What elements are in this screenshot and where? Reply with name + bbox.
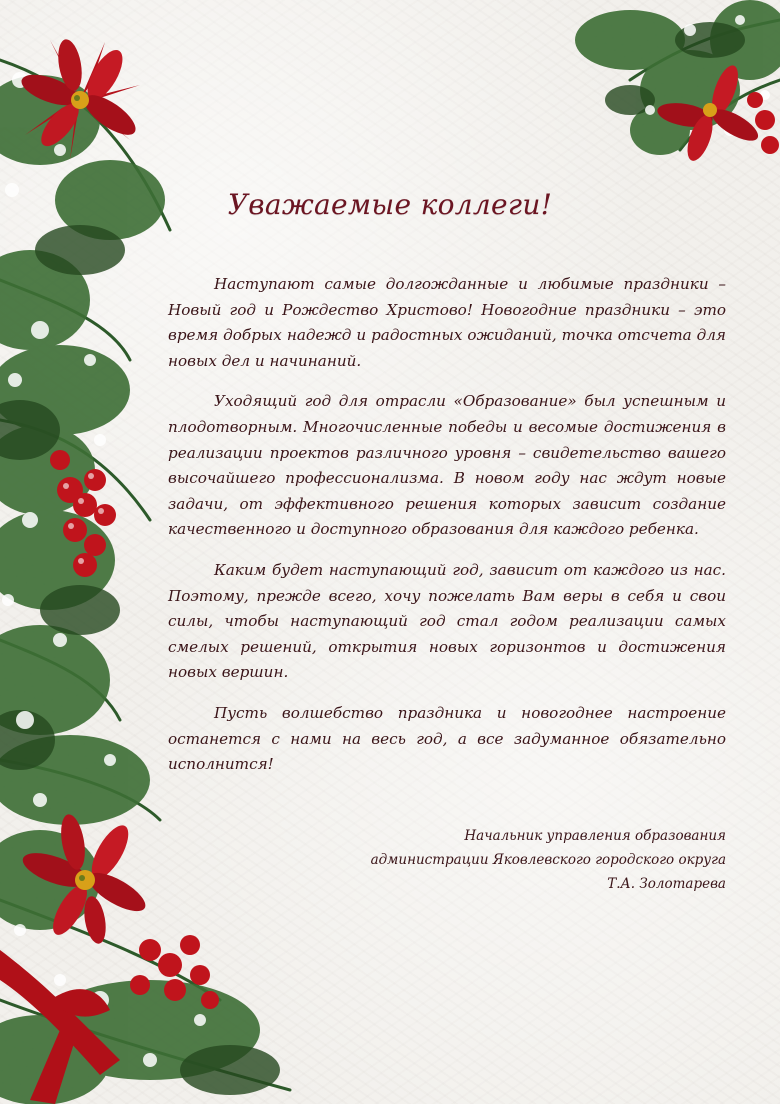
letter-title: Уважаемые коллеги! [227, 188, 553, 221]
paragraph-2: Уходящий год для отрасли «Образование» был успешным и плодотворным. Многочисленные победы и весомые достижения в реализации проектов различного уровня – свидетельство вашего высочайшего профессионализма. В новом году нас ждут новые задачи, от эффективного решения которых зависит создание качественного и доступного образования для каждого ребенка. [168, 392, 726, 539]
paragraph-4: Пусть волшебство праздника и новогоднее настроение останется с нами на весь год, а все задуманное обязательно исполнится! [168, 703, 726, 774]
paragraph-1: Наступают самые долгожданные и любимые праздники – Новый год и Рождество Христово! Новогодние праздники – это время добрых надежд и радостных ожиданий, точка отсчета для новых дел и начинаний. [168, 275, 726, 370]
signature-position-line2: администрации Яковлевского городского округа [370, 852, 726, 868]
paragraph-3: Каким будет наступающий год, зависит от каждого из нас. Поэтому, прежде всего, хочу пожелать Вам веры в себя и свои силы, чтобы наступающий год стал годом реализации самых смелых решений, открытия новых горизонтов и достижения новых вершин. [168, 560, 726, 682]
letter-body [168, 272, 726, 793]
signature-position-line1: Начальник управления образования [464, 828, 726, 844]
signature-name: Т.А. Золотарева [607, 876, 726, 892]
top-right-garland-decoration [570, 0, 780, 175]
signature-block [371, 824, 726, 896]
